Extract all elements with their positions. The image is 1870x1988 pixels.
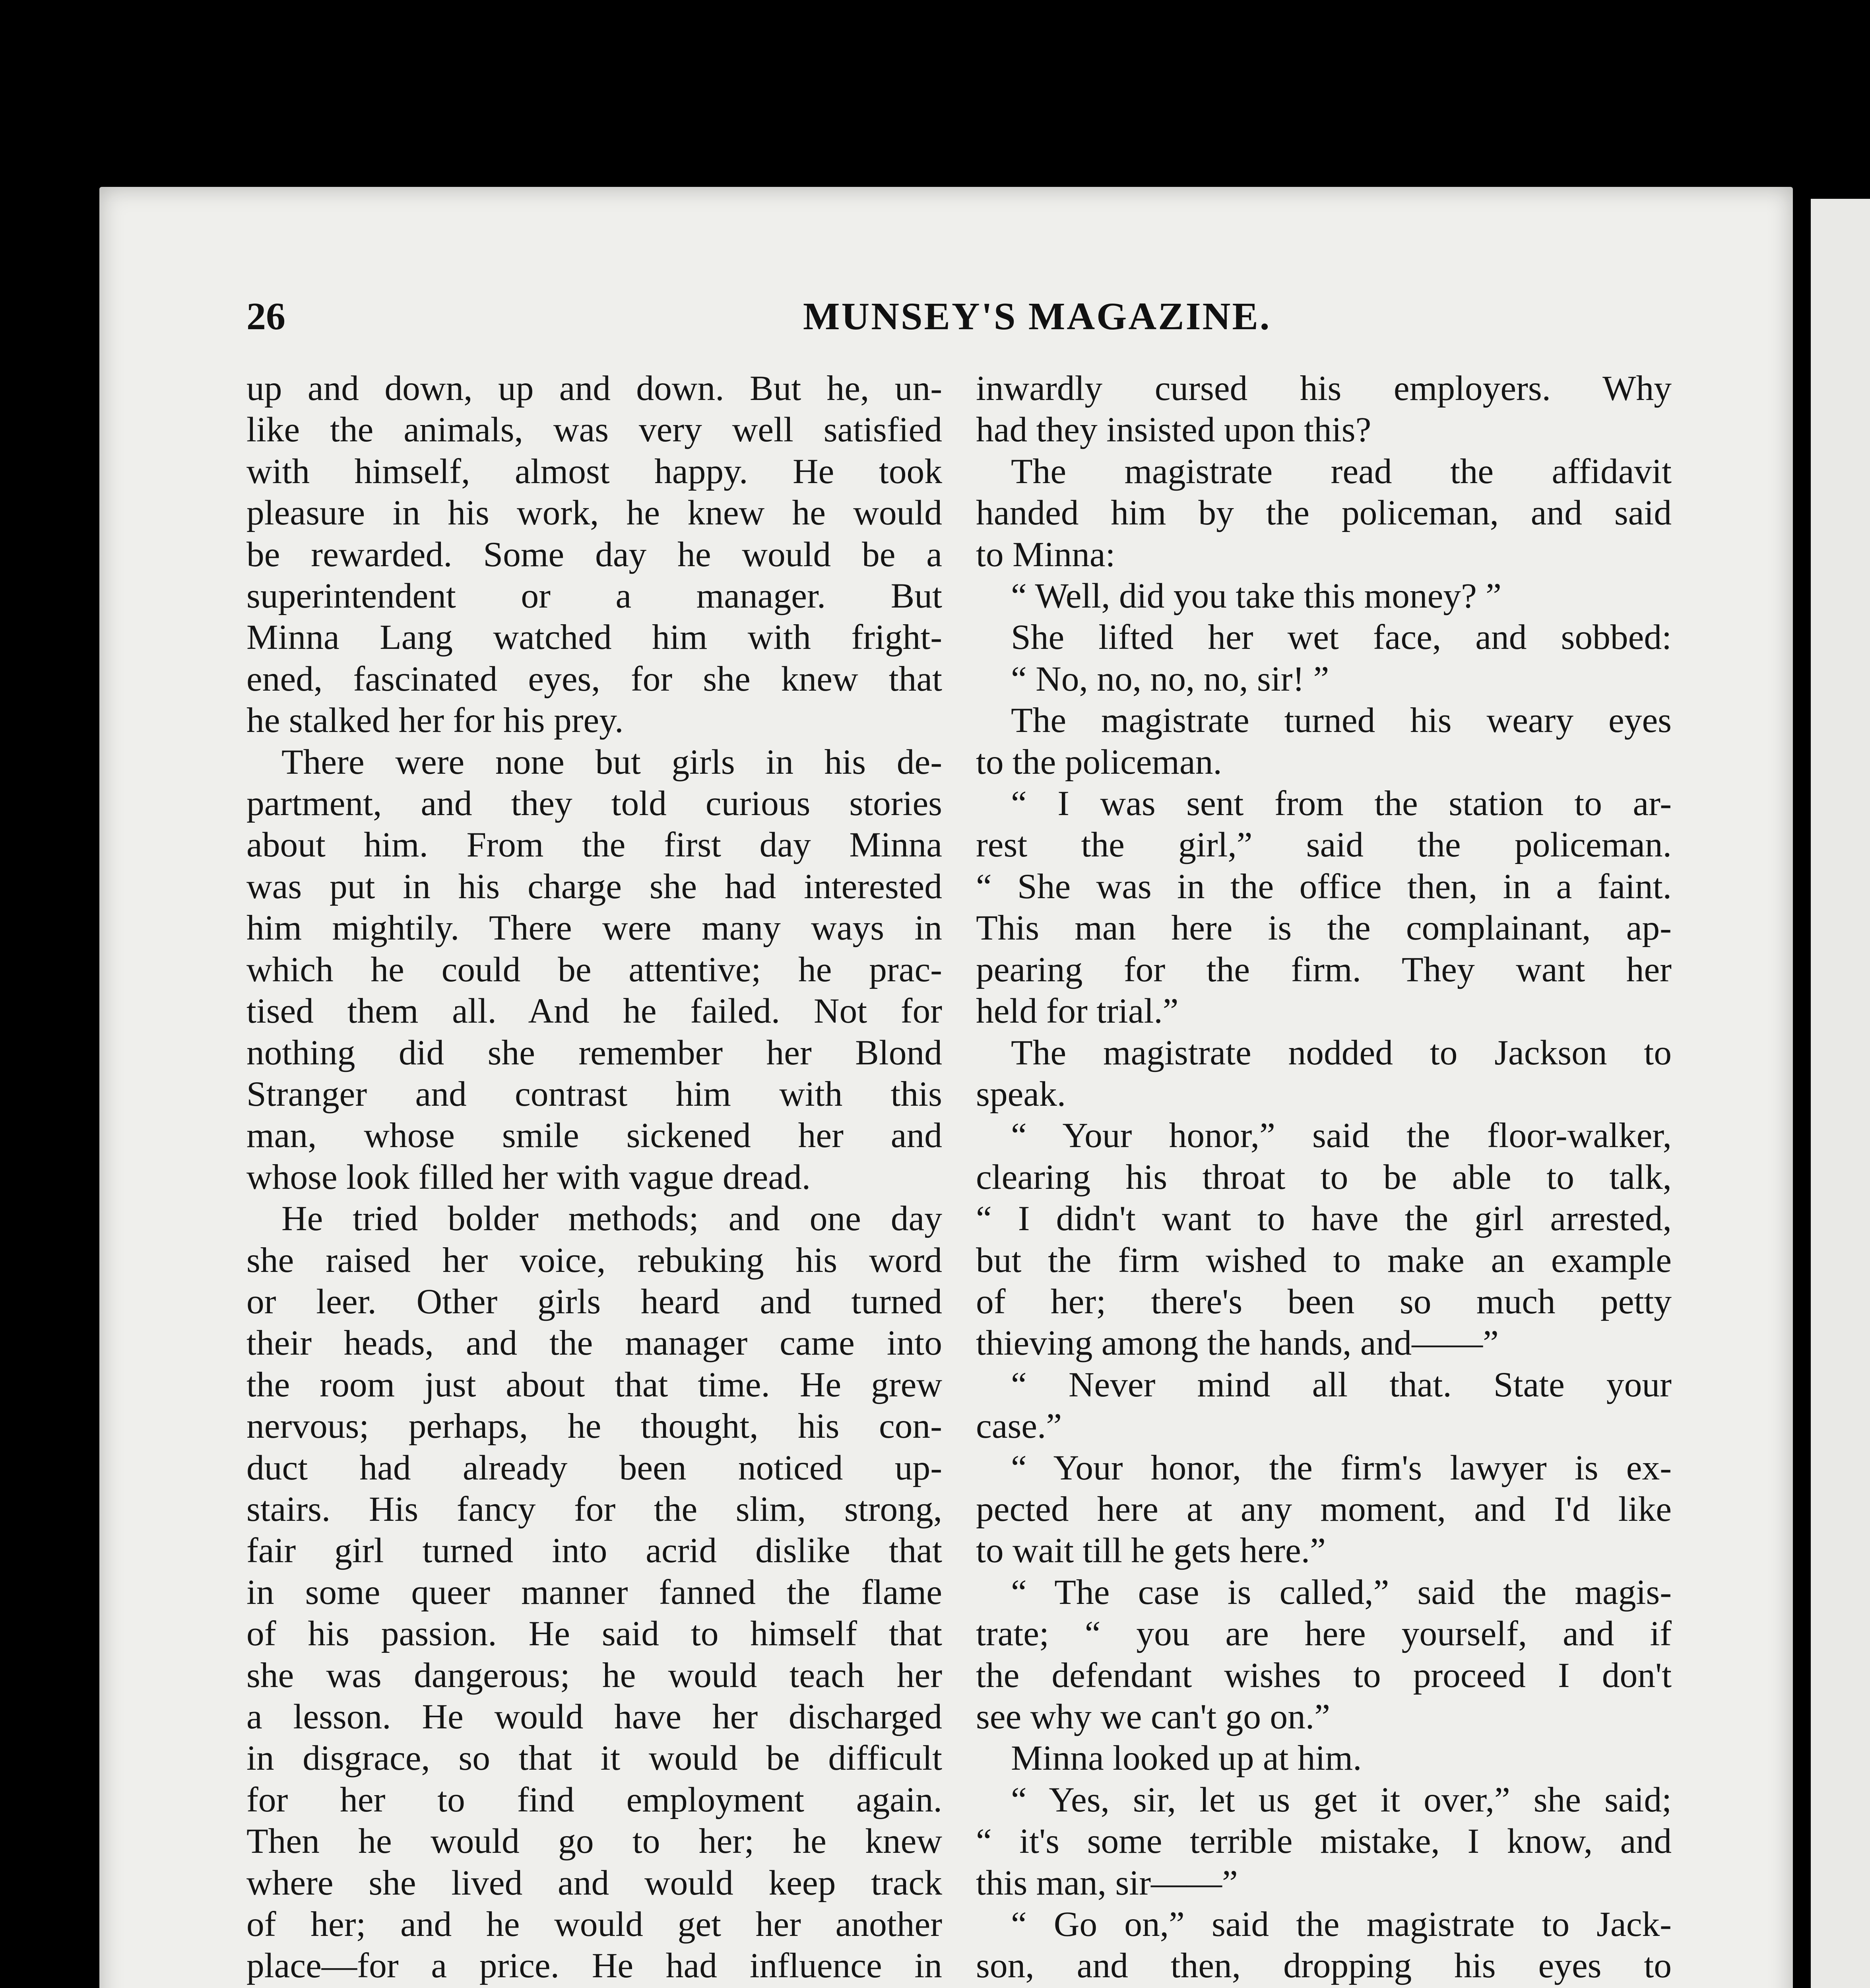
text-line: of his passion. He said to himself that: [246, 1614, 942, 1654]
text-line: “ No, no, no, no, sir! ”: [1011, 659, 1329, 699]
text-line: “ The case is called,” said the magis-: [1011, 1572, 1672, 1612]
text-line: to wait till he gets here.”: [976, 1531, 1326, 1571]
text-line: pearing for the firm. They want her: [976, 949, 1672, 989]
text-line: The magistrate nodded to Jackson to: [1011, 1033, 1672, 1072]
text-line: “ Your honor,” said the floor-walker,: [1011, 1116, 1672, 1155]
text-line: like the animals, was very well satisfied: [246, 410, 942, 450]
text-line: “ I was sent from the station to ar-: [1011, 784, 1672, 823]
text-line: for her to find employment again.: [246, 1780, 942, 1819]
text-line: where she lived and would keep track: [246, 1863, 942, 1903]
text-line: held for trial.”: [976, 991, 1179, 1031]
text-line: “ Never mind all that. State your: [1011, 1365, 1672, 1404]
text-line: inwardly cursed his employers. Why: [976, 369, 1672, 408]
text-line: There were none but girls in his de-: [281, 742, 942, 782]
text-line: had they insisted upon this?: [976, 410, 1371, 450]
text-line: nothing did she remember her Blond: [246, 1033, 942, 1072]
text-line: handed him by the policeman, and said: [976, 493, 1672, 533]
text-line: superintendent or a manager. But: [246, 576, 942, 616]
text-line: to Minna:: [976, 534, 1115, 574]
text-line: Minna looked up at him.: [1011, 1738, 1362, 1778]
text-line: Then he would go to her; he knew: [246, 1821, 942, 1861]
text-line: man, whose smile sickened her and: [246, 1116, 942, 1155]
left-column: [246, 368, 942, 1988]
text-line: Minna Lang watched him with fright-: [246, 617, 942, 657]
text-line: She lifted her wet face, and sobbed:: [1011, 617, 1672, 657]
text-line: trate; “ you are here yourself, and if: [976, 1614, 1672, 1654]
text-line: “ it's some terrible mistake, I know, and: [976, 1821, 1672, 1861]
text-line: duct had already been noticed up-: [246, 1448, 942, 1487]
text-line: case.”: [976, 1406, 1062, 1446]
text-line: whose look filled her with vague dread.: [246, 1157, 811, 1197]
facing-page-edge: [1811, 199, 1870, 1988]
text-line: partment, and they told curious stories: [246, 784, 942, 823]
text-line: thieving among the hands, and——”: [976, 1323, 1499, 1363]
text-line: with himself, almost happy. He took: [246, 451, 942, 491]
text-line: about him. From the first day Minna: [246, 825, 942, 865]
text-line: fair girl turned into acrid dislike that: [246, 1531, 942, 1571]
text-line: up and down, up and down. But he, un-: [246, 369, 942, 408]
text-line: This man here is the complainant, ap-: [976, 908, 1672, 948]
text-line: was put in his charge she had interested: [246, 866, 942, 906]
text-line: tised them all. And he failed. Not for: [246, 991, 942, 1031]
text-line: speak.: [976, 1074, 1066, 1114]
text-line: place—for a price. He had influence in: [246, 1946, 942, 1986]
text-line: of her; there's been so much petty: [976, 1281, 1672, 1321]
text-line: he stalked her for his prey.: [246, 701, 624, 740]
text-line: the room just about that time. He grew: [246, 1365, 942, 1404]
text-line: “ Go on,” said the magistrate to Jack-: [1011, 1905, 1672, 1944]
text-line: He tried bolder methods; and one day: [281, 1199, 942, 1239]
text-line: pleasure in his work, he knew he would: [246, 493, 942, 533]
text-line: “ She was in the office then, in a faint.: [976, 866, 1672, 906]
text-line: “ I didn't want to have the girl arrested,: [976, 1199, 1672, 1239]
text-line: which he could be attentive; he prac-: [246, 949, 942, 989]
text-line: rest the girl,” said the policeman.: [976, 825, 1672, 865]
page-number: 26: [246, 295, 285, 338]
text-line: Stranger and contrast him with this: [246, 1074, 942, 1114]
text-line: she raised her voice, rebuking his word: [246, 1240, 942, 1280]
text-line: this man, sir——”: [976, 1863, 1238, 1903]
text-line: nervous; perhaps, he thought, his con-: [246, 1406, 942, 1446]
right-column: [976, 368, 1672, 1988]
text-line: him mightily. There were many ways in: [246, 908, 942, 948]
text-line: in some queer manner fanned the flame: [246, 1572, 942, 1612]
text-line: of her; and he would get her another: [246, 1905, 942, 1944]
text-line: ened, fascinated eyes, for she knew that: [246, 659, 942, 699]
text-line: clearing his throat to be able to talk,: [976, 1157, 1672, 1197]
text-line: or leer. Other girls heard and turned: [246, 1281, 942, 1321]
text-line: their heads, and the manager came into: [246, 1323, 942, 1363]
running-header: [147, 294, 1471, 346]
text-line: to the policeman.: [976, 742, 1222, 782]
text-line: but the firm wished to make an example: [976, 1240, 1672, 1280]
magazine-title: MUNSEY'S MAGAZINE.: [803, 295, 1271, 338]
text-line: son, and then, dropping his eyes to: [976, 1946, 1672, 1986]
text-line: “ Yes, sir, let us get it over,” she said;: [1011, 1780, 1672, 1819]
text-line: the defendant wishes to proceed I don't: [976, 1655, 1672, 1695]
text-line: a lesson. He would have her discharged: [246, 1697, 942, 1736]
text-line: The magistrate turned his weary eyes: [1011, 701, 1672, 740]
text-line: “ Your honor, the firm's lawyer is ex-: [1011, 1448, 1672, 1487]
text-line: in disgrace, so that it would be difficult: [246, 1738, 942, 1778]
text-line: see why we can't go on.”: [976, 1697, 1330, 1736]
text-line: stairs. His fancy for the slim, strong,: [246, 1489, 942, 1529]
text-line: The magistrate read the affidavit: [1011, 451, 1672, 491]
text-line: she was dangerous; he would teach her: [246, 1655, 942, 1695]
text-line: pected here at any moment, and I'd like: [976, 1489, 1672, 1529]
text-line: “ Well, did you take this money? ”: [1011, 576, 1501, 616]
text-line: be rewarded. Some day he would be a: [246, 534, 942, 574]
